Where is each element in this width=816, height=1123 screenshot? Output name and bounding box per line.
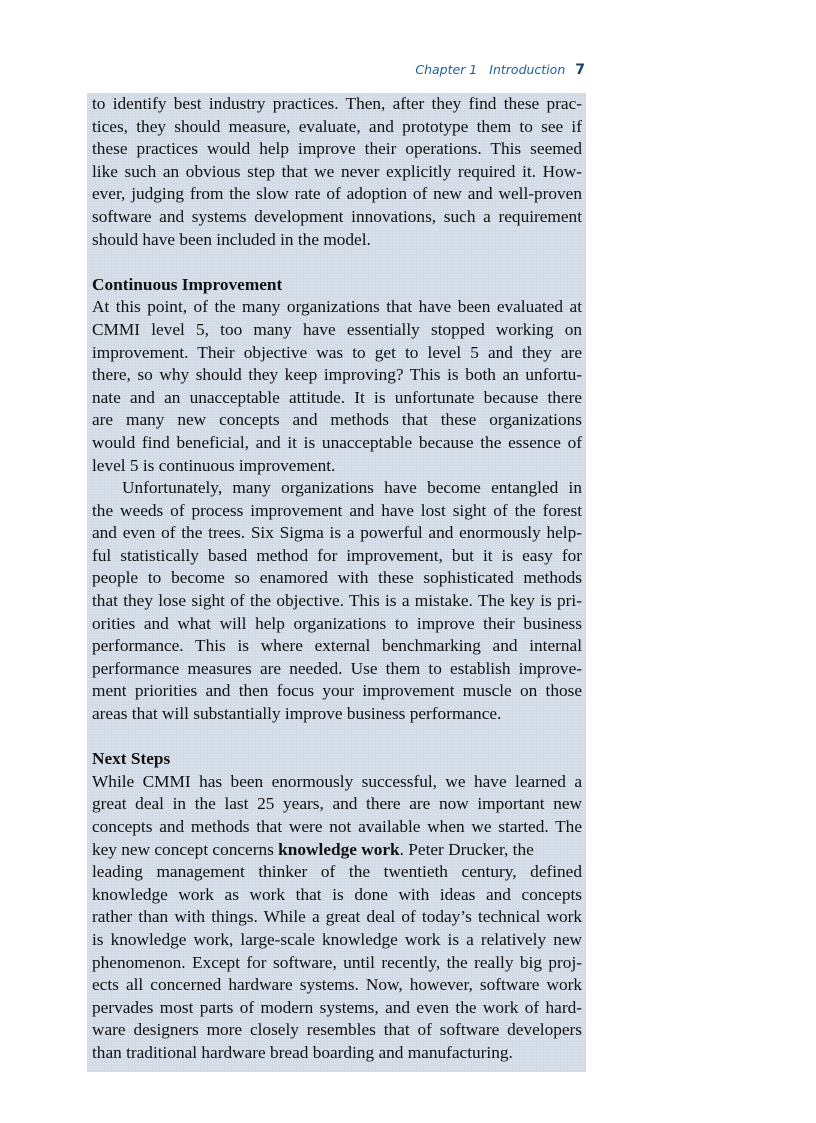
text-line: At this point, of the many organizations that have been evaluated at — [92, 297, 582, 317]
section-heading-continuous-improvement: Continuous Improvement — [92, 274, 283, 294]
text-line: phenomenon. Except for software, until recently, the really big proj- — [92, 952, 582, 972]
continuous-improvement-paragraph-2 — [92, 477, 582, 726]
text-line: the weeds of process improvement and have lost sight of the forest — [92, 500, 582, 520]
text-line: to identify best industry practices. Then, after they find these prac- — [92, 94, 582, 113]
key-term-knowledge-work: knowledge work — [278, 839, 400, 859]
text-line: ects all concerned hardware systems. Now, however, software work — [92, 975, 582, 995]
text-line: are many new concepts and methods that these organizations — [92, 410, 582, 430]
text-line: orities and what will help organizations to improve their business — [92, 613, 582, 633]
text-line: than traditional hardware bread boarding and manufacturing. — [92, 1042, 513, 1062]
text-line: is knowledge work, large-scale knowledge work is a relatively new — [92, 929, 582, 949]
running-head-chapter: Chapter 1 — [415, 62, 478, 77]
text-line: leading management thinker of the twentieth century, defined — [92, 862, 582, 882]
intro-paragraph — [92, 93, 582, 251]
text-line: concepts and methods that were not available when we started. The — [92, 817, 582, 836]
spacer — [92, 251, 582, 274]
text-line: ever, judging from the slow rate of adoption of new and well-proven — [92, 184, 582, 204]
text-line: performance. This is where external benchmarking and internal — [92, 636, 582, 656]
running-head — [380, 62, 585, 78]
text-line: software and systems development innovations, such a requirement — [92, 206, 582, 226]
text-line: like such an obvious step that we never explicitly required it. How- — [92, 161, 582, 181]
text-line: tices, they should measure, evaluate, and prototype them to see if — [92, 116, 582, 136]
text-line: While CMMI has been enormously successful, we have learned a — [92, 771, 582, 791]
text-line: ful statistically based method for improvement, but it is easy for — [92, 545, 582, 565]
text-line: level 5 is continuous improvement. — [92, 455, 336, 475]
shaded-text-box — [87, 93, 586, 1072]
text-line: CMMI level 5, too many have essentially stopped working on — [92, 319, 582, 339]
text-line: should have been included in the model. — [92, 229, 371, 249]
text-line: improvement. Their objective was to get to level 5 and they are — [92, 342, 582, 362]
text-line-with-term — [92, 839, 582, 862]
text-line: that they lose sight of the objective. This is a mistake. The key is pri- — [92, 591, 582, 611]
text-line: people to become so enamored with these sophisticated methods — [92, 568, 582, 588]
next-steps-paragraph — [92, 771, 582, 1065]
text-line: there, so why should they keep improving? This is both an unfortu- — [92, 365, 582, 385]
text-line: and even of the trees. Six Sigma is a powerful and enormously help- — [92, 523, 582, 543]
text-line: these practices would help improve their operations. This seemed — [92, 139, 582, 159]
spacer — [92, 726, 582, 749]
text-line: Unfortunately, many organizations have become entangled in — [122, 478, 582, 498]
running-head-section: Introduction — [489, 62, 566, 77]
text-line: great deal in the last 25 years, and there are now important new — [92, 794, 582, 814]
section-heading-next-steps: Next Steps — [92, 749, 171, 769]
text-line: ware designers more closely resembles that of software developers — [92, 1020, 582, 1040]
text-fragment: . Peter Drucker, the — [399, 839, 534, 859]
text-line: nate and an unacceptable attitude. It is unfortunate because there — [92, 387, 582, 407]
continuous-improvement-paragraph-1 — [92, 296, 582, 477]
page-number: 7 — [575, 62, 585, 78]
text-line: knowledge work as work that is done with ideas and concepts — [92, 884, 582, 904]
text-line: pervades most parts of modern systems, and even the work of hard- — [92, 997, 582, 1017]
text-line: would find beneficial, and it is unacceptable because the essence of — [92, 432, 582, 452]
text-line: ment priorities and then focus your improvement muscle on those — [92, 681, 582, 701]
text-line: rather than with things. While a great deal of today’s technical work — [92, 907, 582, 927]
text-fragment: key new concept concerns — [92, 839, 279, 859]
text-line: areas that will substantially improve business performance. — [92, 704, 502, 724]
text-line: performance measures are needed. Use them to establish improve- — [92, 658, 582, 678]
